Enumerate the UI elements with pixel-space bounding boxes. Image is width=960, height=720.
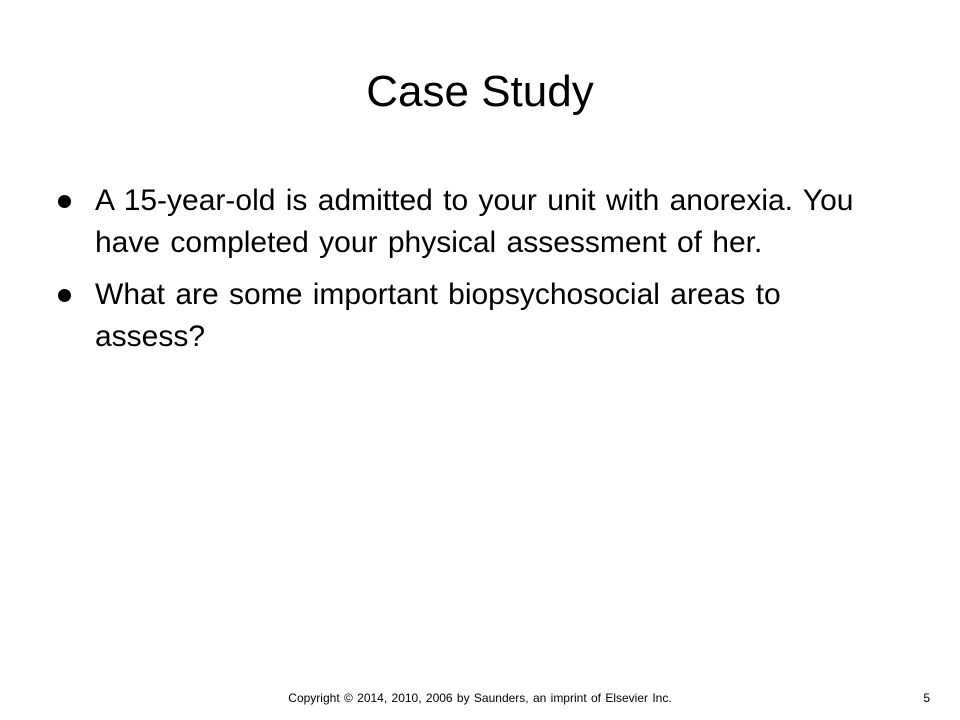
footer-copyright: Copyright © 2014, 2010, 2006 by Saunders, an imprint of Elsevier Inc.	[288, 691, 672, 705]
bullet-text: A 15-year-old is admitted to your unit with anorexia. You have completed your physical assessment of her.	[95, 184, 854, 259]
bullet-item	[58, 180, 878, 264]
bullet-list	[58, 180, 878, 368]
bullet-dot-icon	[58, 289, 71, 302]
bullet-text: What are some important biopsychosocial areas to assess?	[95, 278, 781, 353]
bullet-dot-icon	[58, 195, 71, 208]
slide-title: Case Study	[366, 67, 594, 116]
page-number: 5	[923, 691, 930, 705]
bullet-item	[58, 274, 878, 358]
